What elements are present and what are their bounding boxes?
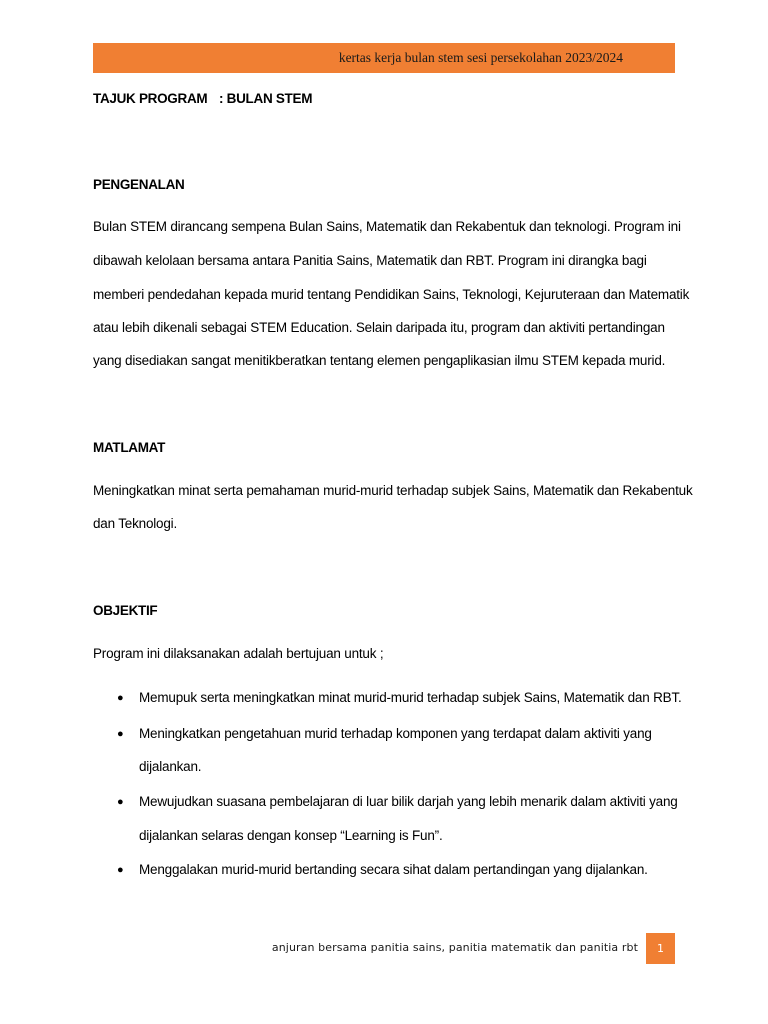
- matlamat-line: Meningkatkan minat serta pemahaman murid-murid terhadap subjek Sains, Matematik dan Rekabentuk: [93, 483, 693, 498]
- bullet-icon: ●: [117, 796, 124, 808]
- objektif-bullet-line: Meningkatkan pengetahuan murid terhadap komponen yang terdapat dalam aktiviti yang: [139, 726, 652, 741]
- pengenalan-line: memberi pendedahan kepada murid tentang Pendidikan Sains, Teknologi, Kejuruteraan dan Matematik: [93, 287, 690, 302]
- pengenalan-line: dibawah kelolaan bersama antara Panitia Sains, Matematik dan RBT. Program ini dirangka bagi: [93, 253, 647, 268]
- section-heading-pengenalan: PENGENALAN: [93, 177, 185, 192]
- page-number: 1: [646, 933, 675, 964]
- objektif-bullet-line: Mewujudkan suasana pembelajaran di luar bilik darjah yang lebih menarik dalam aktiviti yang: [139, 794, 678, 809]
- matlamat-line: dan Teknologi.: [93, 516, 178, 531]
- pengenalan-line: yang disediakan sangat menitikberatkan tentang elemen pengaplikasian ilmu STEM kepada murid.: [93, 353, 666, 368]
- bullet-icon: ●: [117, 728, 124, 740]
- bullet-icon: ●: [117, 864, 124, 876]
- objektif-bullet-line: Menggalakan murid-murid bertanding secara sihat dalam pertandingan yang dijalankan.: [139, 862, 648, 877]
- objektif-bullet-line: Memupuk serta meningkatkan minat murid-murid terhadap subjek Sains, Matematik dan RBT.: [139, 690, 682, 705]
- objektif-intro: Program ini dilaksanakan adalah bertujuan untuk ;: [93, 646, 384, 661]
- page-header-bar: [93, 43, 675, 73]
- program-title-label: TAJUK PROGRAM: [93, 91, 208, 106]
- pengenalan-line: atau lebih dikenali sebagai STEM Education. Selain daripada itu, program dan aktiviti pertandingan: [93, 320, 665, 335]
- objektif-bullet-line: dijalankan selaras dengan konsep “Learning is Fun”.: [139, 828, 443, 843]
- objektif-bullet-line: dijalankan.: [139, 759, 202, 774]
- section-heading-objektif: OBJEKTIF: [93, 603, 158, 618]
- header-text: kertas kerja bulan stem sesi persekolahan 2023/2024: [338, 50, 623, 65]
- program-title-value: : BULAN STEM: [219, 91, 313, 106]
- pengenalan-line: Bulan STEM dirancang sempena Bulan Sains, Matematik dan Rekabentuk dan teknologi. Program ini: [93, 219, 681, 234]
- footer-text: anjuran bersama panitia sains, panitia matematik dan panitia rbt: [271, 941, 638, 954]
- program-title: [93, 91, 312, 106]
- section-heading-matlamat: MATLAMAT: [93, 440, 166, 455]
- bullet-icon: ●: [117, 692, 124, 704]
